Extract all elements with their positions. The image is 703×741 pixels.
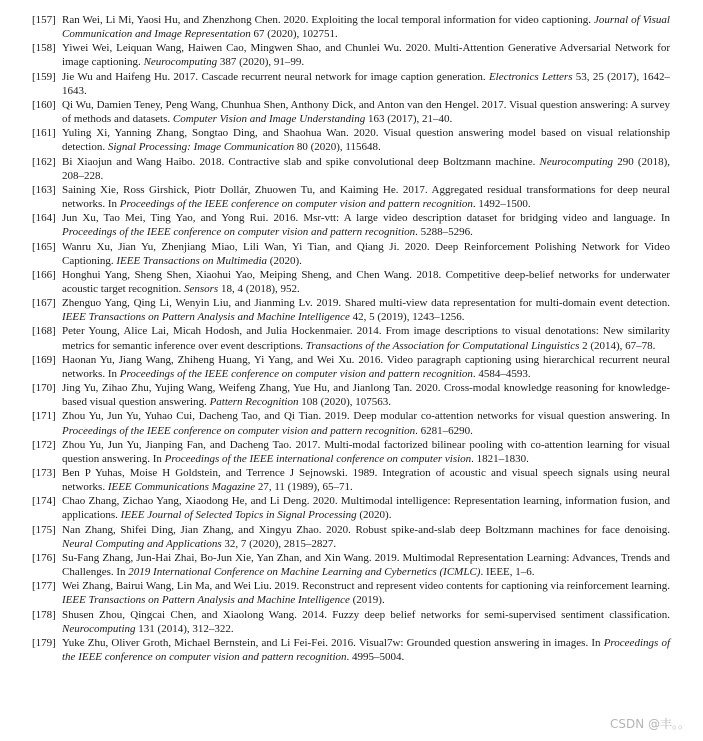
reference-item <box>32 353 670 381</box>
reference-citation: Yiwei Wei, Leiquan Wang, Haiwen Cao, Mingwen Shao, and Chunlei Wu. 2020. Multi-Attention Generative Adversarial Network for image captioning. <box>62 42 670 69</box>
reference-item <box>32 155 670 183</box>
reference-number: [157] <box>32 14 56 26</box>
reference-details: 27, 11 (1989), 65–71. <box>255 481 353 494</box>
reference-details: . 1821–1830. <box>471 452 529 465</box>
reference-text <box>62 296 670 324</box>
reference-item <box>32 579 670 607</box>
reference-item <box>32 551 670 579</box>
reference-item <box>32 240 670 268</box>
reference-details: 131 (2014), 312–322. <box>135 622 234 635</box>
reference-details: . 6281–6290. <box>415 424 473 437</box>
reference-text <box>62 268 670 296</box>
csdn-watermark: CSDN @丰。。 <box>609 717 690 731</box>
reference-citation: Shusen Zhou, Qingcai Chen, and Xiaolong Wang. 2014. Fuzzy deep belief networks for semi-supervised sentiment classification. <box>62 608 670 621</box>
reference-text <box>62 579 670 607</box>
reference-venue: Electronics Letters <box>488 70 573 83</box>
reference-venue: Neurocomputing <box>62 622 136 635</box>
reference-details: (2020). <box>267 254 302 267</box>
reference-venue: Proceedings of the IEEE conference on computer vision and pattern recognition <box>62 636 670 664</box>
reference-item <box>32 636 670 664</box>
reference-text <box>62 608 670 636</box>
reference-text <box>62 126 670 154</box>
reference-details: 290 (2018), 208–228. <box>62 155 671 182</box>
reference-details: 163 (2017), 21–40. <box>365 113 453 126</box>
reference-venue: IEEE Communications Magazine <box>107 481 256 494</box>
reference-citation: Qi Wu, Damien Teney, Peng Wang, Chunhua Shen, Anthony Dick, and Anton van den Hengel. 2017. Visual question answering: A survey of methods and datasets. <box>62 98 670 126</box>
reference-number: [167] <box>32 297 56 310</box>
reference-citation: Bi Xiaojun and Wang Haibo. 2018. Contractive slab and spike convolutional deep Boltzmann machine. <box>62 155 540 168</box>
reference-details: . IEEE, 1–6. <box>480 566 535 579</box>
reference-citation: Nan Zhang, Shifei Ding, Jian Zhang, and Xingyu Zhao. 2020. Robust spike-and-slab deep Boltzmann machines for face denoising. <box>62 523 670 536</box>
reference-item <box>32 70 670 98</box>
reference-item <box>32 13 670 41</box>
reference-text <box>62 70 670 98</box>
reference-citation: Saining Xie, Ross Girshick, Piotr Dollár, Zhuowen Tu, and Kaiming He. 2017. Aggregated residual transformations for deep neural networks. In <box>62 183 670 211</box>
reference-text <box>62 466 670 494</box>
reference-citation: Jing Yu, Zihao Zhu, Yujing Wang, Weifeng Zhang, Yue Hu, and Jianlong Tan. 2020. Cross-modal knowledge reasoning for knowledge-based visual question answering. <box>62 382 670 409</box>
reference-citation: Honghui Yang, Sheng Shen, Xiaohui Yao, Meiping Sheng, and Chen Wang. 2018. Competitive deep-belief networks for underwater acoustic target recognition. <box>62 268 670 295</box>
reference-number: [172] <box>32 438 56 451</box>
reference-number: [179] <box>32 636 56 649</box>
reference-number: [178] <box>32 608 56 621</box>
reference-venue: Signal Processing: Image Communication <box>107 141 295 154</box>
reference-venue: IEEE Transactions on Multimedia <box>116 254 268 267</box>
reference-citation: Wei Zhang, Bairui Wang, Lin Ma, and Wei Liu. 2019. Reconstruct and represent video contents for captioning via reinforcement learning. <box>62 580 670 593</box>
reference-citation: Haonan Yu, Jiang Wang, Zhiheng Huang, Yi Yang, and Wei Xu. 2016. Video paragraph captioning using hierarchical recurrent neural networks. In <box>62 353 670 380</box>
reference-venue: IEEE Journal of Selected Topics in Signal Processing <box>120 509 357 522</box>
reference-details: 53, 25 (2017), 1642–1643. <box>62 70 671 97</box>
reference-item <box>32 296 670 324</box>
reference-text <box>62 636 670 664</box>
reference-item <box>32 466 670 494</box>
reference-item <box>32 211 670 239</box>
reference-venue: Proceedings of the IEEE conference on computer vision and pattern recognition <box>62 424 416 437</box>
reference-details: . 4995–5004. <box>346 651 405 664</box>
reference-details: 42, 5 (2019), 1243–1256. <box>349 311 465 324</box>
reference-text <box>62 324 670 352</box>
reference-citation: Wanru Xu, Jian Yu, Zhenjiang Miao, Lili Wan, Yi Tian, and Qiang Ji. 2020. Deep Reinforcement Polishing Network for Video Captioning. <box>62 240 670 267</box>
reference-citation: Peter Young, Alice Lai, Micah Hodosh, and Julia Hockenmaier. 2014. From image descriptions to visual denotations: New similarity metrics for semantic inference over event descriptions. <box>62 325 670 352</box>
reference-number: [171] <box>32 410 56 423</box>
reference-details: . 5288–5296. <box>415 226 473 239</box>
reference-venue: Pattern Recognition <box>209 396 299 409</box>
reference-citation: Zhou Yu, Jun Yu, Jianping Fan, and Dacheng Tao. 2017. Multi-modal factorized bilinear pooling with co-attention learning for visual question answering. In <box>62 438 670 465</box>
reference-venue: Neurocomputing <box>539 155 614 168</box>
reference-details: (2019). <box>349 594 385 607</box>
reference-number: [161] <box>32 127 56 140</box>
reference-item <box>32 268 670 296</box>
reference-citation: Yuke Zhu, Oliver Groth, Michael Bernstein, and Li Fei-Fei. 2016. Visual7w: Grounded question answering in images. In <box>62 636 604 649</box>
reference-citation: Zhou Yu, Jun Yu, Yuhao Cui, Dacheng Tao, and Qi Tian. 2019. Deep modular co-attention networks for visual question answering. In <box>62 410 670 423</box>
reference-venue: 2019 International Conference on Machine Learning and Cybernetics (ICMLC) <box>128 566 481 579</box>
reference-citation: Ran Wei, Li Mi, Yaosi Hu, and Zhenzhong Chen. 2020. Exploiting the local temporal information for video captioning. <box>62 14 594 26</box>
reference-item <box>32 381 670 409</box>
reference-venue: IEEE Transactions on Pattern Analysis and Machine Intelligence <box>62 311 350 324</box>
reference-venue: Transactions of the Association for Computational Linguistics <box>305 339 580 352</box>
reference-text <box>62 41 670 69</box>
reference-text <box>62 523 670 551</box>
reference-text <box>62 409 670 437</box>
reference-venue: IEEE Transactions on Pattern Analysis and Machine Intelligence <box>62 594 350 607</box>
reference-venue: Journal of Visual Communication and Image Representation <box>62 14 670 41</box>
reference-item <box>32 41 670 69</box>
reference-number: [170] <box>32 382 56 395</box>
reference-text <box>62 551 670 579</box>
reference-details: . 4584–4593. <box>472 367 531 380</box>
reference-number: [175] <box>32 523 56 536</box>
reference-details: 108 (2020), 107563. <box>298 396 392 409</box>
reference-text <box>62 98 670 126</box>
reference-item <box>32 494 670 522</box>
reference-details: . 1492–1500. <box>472 198 531 211</box>
reference-details: (2020). <box>356 509 392 522</box>
reference-venue: Proceedings of the IEEE conference on computer vision and pattern recognition <box>119 198 473 211</box>
reference-text <box>62 381 670 409</box>
reference-text <box>62 494 670 522</box>
reference-citation: Jie Wu and Haifeng Hu. 2017. Cascade recurrent neural network for image caption generation. <box>62 70 489 83</box>
reference-item <box>32 608 670 636</box>
reference-number: [160] <box>32 98 56 111</box>
reference-venue: Computer Vision and Image Understanding <box>172 113 366 126</box>
reference-item <box>32 126 670 154</box>
reference-text <box>62 240 670 268</box>
reference-number: [162] <box>32 155 56 168</box>
reference-number: [168] <box>32 325 56 338</box>
reference-venue: Proceedings of the IEEE conference on computer vision and pattern recognition <box>62 226 416 239</box>
reference-item <box>32 98 670 126</box>
reference-citation: Jun Xu, Tao Mei, Ting Yao, and Yong Rui. 2016. Msr-vtt: A large video description dataset for bridging video and language. In <box>62 212 670 225</box>
reference-item <box>32 409 670 437</box>
reference-number: [173] <box>32 467 56 479</box>
reference-citation: Zhenguo Yang, Qing Li, Wenyin Liu, and Jianming Lv. 2019. Shared multi-view data representation for multi-domain event detection. <box>62 297 670 310</box>
reference-number: [159] <box>32 70 56 83</box>
reference-citation: Ben P Yuhas, Moise H Goldstein, and Terrence J Sejnowski. 1989. Integration of acoustic and visual speech signals using neural networks. <box>62 467 670 494</box>
reference-citation: Chao Zhang, Zichao Yang, Xiaodong He, and Li Deng. 2020. Multimodal intelligence: Representation learning, information fusion, and applications. <box>62 495 670 522</box>
reference-venue: Sensors <box>183 282 219 295</box>
reference-number: [174] <box>32 495 56 508</box>
reference-text <box>62 183 670 211</box>
reference-number: [164] <box>32 212 56 225</box>
reference-number: [165] <box>32 240 56 253</box>
reference-venue: Neurocomputing <box>143 56 218 69</box>
reference-details: 67 (2020), 102751. <box>250 28 338 41</box>
reference-number: [177] <box>32 580 56 593</box>
reference-text <box>62 438 670 466</box>
reference-item <box>32 438 670 466</box>
reference-venue: Proceedings of the IEEE international conference on computer vision <box>164 452 472 465</box>
reference-number: [166] <box>32 268 56 281</box>
reference-item <box>32 183 670 211</box>
reference-text <box>62 353 670 381</box>
reference-citation: Su-Fang Zhang, Jun-Hai Zhai, Bo-Jun Xie, Yan Zhan, and Xin Wang. 2019. Multimodal Representation Learning: Advances, Trends and Challenges. In <box>62 551 670 579</box>
reference-details: 18, 4 (2018), 952. <box>218 282 300 295</box>
reference-number: [176] <box>32 551 56 564</box>
reference-number: [158] <box>32 42 56 55</box>
reference-details: 32, 7 (2020), 2815–2827. <box>221 537 337 550</box>
reference-details: 2 (2014), 67–78. <box>579 339 656 352</box>
reference-item <box>32 324 670 352</box>
reference-text <box>62 13 670 41</box>
reference-details: 80 (2020), 115648. <box>294 141 381 154</box>
reference-venue: Neural Computing and Applications <box>62 537 222 550</box>
reference-list <box>32 13 670 664</box>
reference-number: [169] <box>32 353 56 366</box>
reference-details: 387 (2020), 91–99. <box>217 56 305 69</box>
reference-text <box>62 211 670 239</box>
reference-citation: Yuling Xi, Yanning Zhang, Songtao Ding, and Shaohua Wan. 2020. Visual question answering model based on visual relationship detection. <box>62 127 670 154</box>
reference-text <box>62 155 670 183</box>
reference-item <box>32 523 670 551</box>
reference-venue: Proceedings of the IEEE conference on computer vision and pattern recognition <box>119 367 473 380</box>
reference-number: [163] <box>32 183 56 196</box>
